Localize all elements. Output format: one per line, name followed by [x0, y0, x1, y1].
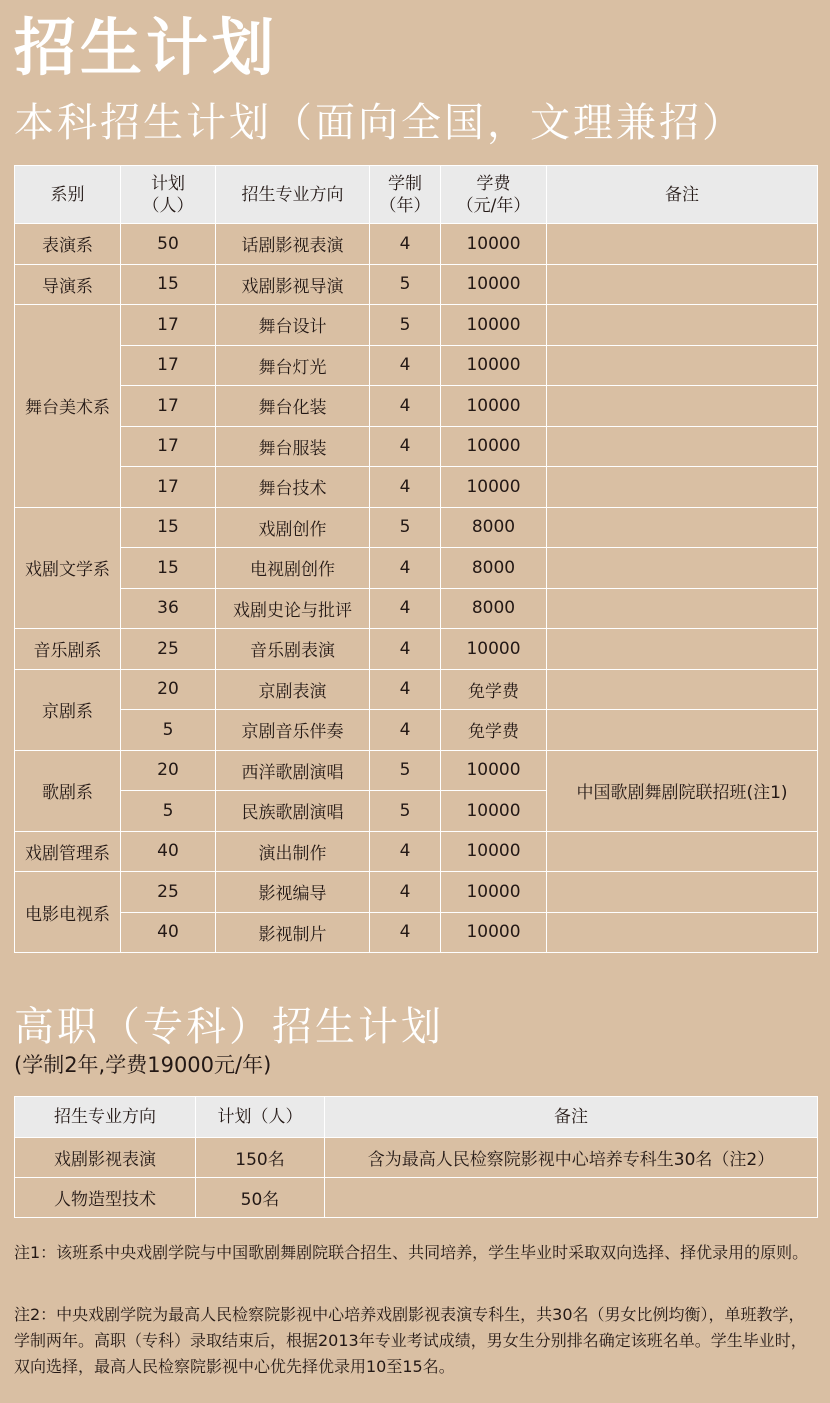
plan-cell: 40 — [121, 831, 216, 872]
note-cell — [547, 912, 818, 953]
years-cell: 4 — [370, 224, 441, 265]
dept-cell: 舞台美术系 — [15, 305, 121, 508]
note-cell — [547, 588, 818, 629]
fee-cell: 免学费 — [441, 669, 547, 710]
years-cell: 4 — [370, 912, 441, 953]
table-row — [15, 305, 818, 346]
years-cell: 5 — [370, 305, 441, 346]
header-major: 招生专业方向 — [216, 166, 370, 224]
header-dept: 系别 — [15, 166, 121, 224]
major-cell: 舞台设计 — [216, 305, 370, 346]
years-cell: 4 — [370, 872, 441, 913]
years-cell: 5 — [370, 750, 441, 791]
fee-cell: 8000 — [441, 588, 547, 629]
table-row — [15, 710, 818, 751]
fee-cell: 免学费 — [441, 710, 547, 751]
table-row — [15, 669, 818, 710]
undergrad-title: 本科招生计划（面向全国，文理兼招） — [14, 100, 745, 146]
years-cell: 5 — [370, 791, 441, 832]
years-cell: 4 — [370, 345, 441, 386]
table-row — [15, 1178, 818, 1218]
years-cell: 4 — [370, 831, 441, 872]
table-row — [15, 912, 818, 953]
plan-cell: 50名 — [196, 1178, 325, 1218]
fee-cell: 10000 — [441, 426, 547, 467]
years-cell: 5 — [370, 264, 441, 305]
dept-cell: 导演系 — [15, 264, 121, 305]
years-cell: 4 — [370, 467, 441, 508]
major-cell: 京剧表演 — [216, 669, 370, 710]
undergrad-table — [14, 165, 818, 953]
fee-cell: 10000 — [441, 629, 547, 670]
fee-cell: 10000 — [441, 467, 547, 508]
vocational-table — [14, 1096, 818, 1218]
plan-cell: 40 — [121, 912, 216, 953]
vocational-title: 高职（专科）招生计划 — [14, 1004, 444, 1050]
vocational-subtitle: (学制2年,学费19000元/年) — [14, 1053, 272, 1077]
plan-cell: 25 — [121, 872, 216, 913]
fee-cell: 10000 — [441, 264, 547, 305]
major-cell: 音乐剧表演 — [216, 629, 370, 670]
header-fee: 学费 （元/年） — [441, 166, 547, 224]
note-cell: 中国歌剧舞剧院联招班(注1) — [547, 750, 818, 831]
plan-cell: 20 — [121, 750, 216, 791]
years-cell: 4 — [370, 386, 441, 427]
fee-cell: 10000 — [441, 224, 547, 265]
major-cell: 人物造型技术 — [15, 1178, 196, 1218]
table-row — [15, 264, 818, 305]
header-plan: 计划（人） — [196, 1097, 325, 1138]
years-cell: 4 — [370, 629, 441, 670]
note-cell — [547, 345, 818, 386]
note-cell — [547, 467, 818, 508]
note-cell — [547, 507, 818, 548]
header-note: 备注 — [325, 1097, 818, 1138]
dept-cell: 歌剧系 — [15, 750, 121, 831]
table-header-row — [15, 166, 818, 224]
major-cell: 舞台服装 — [216, 426, 370, 467]
fee-cell: 10000 — [441, 791, 547, 832]
plan-cell: 36 — [121, 588, 216, 629]
dept-cell: 京剧系 — [15, 669, 121, 750]
plan-cell: 17 — [121, 345, 216, 386]
plan-cell: 17 — [121, 467, 216, 508]
years-cell: 4 — [370, 426, 441, 467]
dept-cell: 戏剧文学系 — [15, 507, 121, 629]
plan-cell: 15 — [121, 264, 216, 305]
fee-cell: 10000 — [441, 386, 547, 427]
fee-cell: 10000 — [441, 912, 547, 953]
major-cell: 舞台化装 — [216, 386, 370, 427]
note-cell — [547, 710, 818, 751]
plan-cell: 50 — [121, 224, 216, 265]
fee-cell: 10000 — [441, 831, 547, 872]
plan-cell: 17 — [121, 386, 216, 427]
header-note: 备注 — [547, 166, 818, 224]
table-header-row — [15, 1097, 818, 1138]
footnote-1: 注1：该班系中央戏剧学院与中国歌剧舞剧院联合招生、共同培养，学生毕业时采取双向选择、择优录用的原则。 — [14, 1243, 809, 1262]
plan-cell: 17 — [121, 305, 216, 346]
plan-cell: 20 — [121, 669, 216, 710]
plan-cell: 150名 — [196, 1138, 325, 1178]
plan-cell: 5 — [121, 710, 216, 751]
major-cell: 民族歌剧演唱 — [216, 791, 370, 832]
footnote-2: 注2：中央戏剧学院为最高人民检察院影视中心培养戏剧影视表演专科生，共30名（男女比例均衡），单班教学，学制两年。高职（专科）录取结束后，根据2013年专业考试成绩，男女生分别排名确定该班名单。学生毕业时，双向选择，最高人民检察院影视中心优先择优录用10至15名。 — [14, 1305, 807, 1376]
note-cell — [547, 386, 818, 427]
header-major: 招生专业方向 — [15, 1097, 196, 1138]
note-cell — [325, 1178, 818, 1218]
major-cell: 戏剧影视表演 — [15, 1138, 196, 1178]
major-cell: 舞台技术 — [216, 467, 370, 508]
major-cell: 影视制片 — [216, 912, 370, 953]
table-row — [15, 507, 818, 548]
plan-cell: 15 — [121, 507, 216, 548]
table-row — [15, 224, 818, 265]
years-cell: 5 — [370, 507, 441, 548]
fee-cell: 10000 — [441, 305, 547, 346]
header-plan: 计划 （人） — [121, 166, 216, 224]
table-row — [15, 548, 818, 589]
table-row — [15, 872, 818, 913]
fee-cell: 8000 — [441, 548, 547, 589]
major-cell: 舞台灯光 — [216, 345, 370, 386]
dept-cell: 戏剧管理系 — [15, 831, 121, 872]
major-cell: 戏剧史论与批评 — [216, 588, 370, 629]
note-cell — [547, 264, 818, 305]
note-cell — [547, 305, 818, 346]
table-row — [15, 386, 818, 427]
fee-cell: 10000 — [441, 750, 547, 791]
major-cell: 演出制作 — [216, 831, 370, 872]
major-cell: 京剧音乐伴奏 — [216, 710, 370, 751]
note-cell: 含为最高人民检察院影视中心培养专科生30名（注2） — [325, 1138, 818, 1178]
note-cell — [547, 872, 818, 913]
table-row — [15, 467, 818, 508]
note-cell — [547, 548, 818, 589]
major-cell: 西洋歌剧演唱 — [216, 750, 370, 791]
header-years: 学制 （年） — [370, 166, 441, 224]
plan-cell: 25 — [121, 629, 216, 670]
note-cell — [547, 224, 818, 265]
major-cell: 话剧影视表演 — [216, 224, 370, 265]
plan-cell: 17 — [121, 426, 216, 467]
note-cell — [547, 426, 818, 467]
note-cell — [547, 831, 818, 872]
note-cell — [547, 669, 818, 710]
plan-cell: 15 — [121, 548, 216, 589]
table-row — [15, 831, 818, 872]
fee-cell: 10000 — [441, 345, 547, 386]
dept-cell: 音乐剧系 — [15, 629, 121, 670]
page-title: 招生计划 — [14, 11, 279, 84]
years-cell: 4 — [370, 669, 441, 710]
dept-cell: 电影电视系 — [15, 872, 121, 953]
table-row — [15, 588, 818, 629]
years-cell: 4 — [370, 588, 441, 629]
years-cell: 4 — [370, 548, 441, 589]
major-cell: 电视剧创作 — [216, 548, 370, 589]
dept-cell: 表演系 — [15, 224, 121, 265]
fee-cell: 10000 — [441, 872, 547, 913]
fee-cell: 8000 — [441, 507, 547, 548]
table-row — [15, 750, 818, 791]
table-row — [15, 1138, 818, 1178]
table-row — [15, 345, 818, 386]
major-cell: 戏剧创作 — [216, 507, 370, 548]
table-row — [15, 629, 818, 670]
years-cell: 4 — [370, 710, 441, 751]
major-cell: 戏剧影视导演 — [216, 264, 370, 305]
major-cell: 影视编导 — [216, 872, 370, 913]
plan-cell: 5 — [121, 791, 216, 832]
note-cell — [547, 629, 818, 670]
table-row — [15, 426, 818, 467]
